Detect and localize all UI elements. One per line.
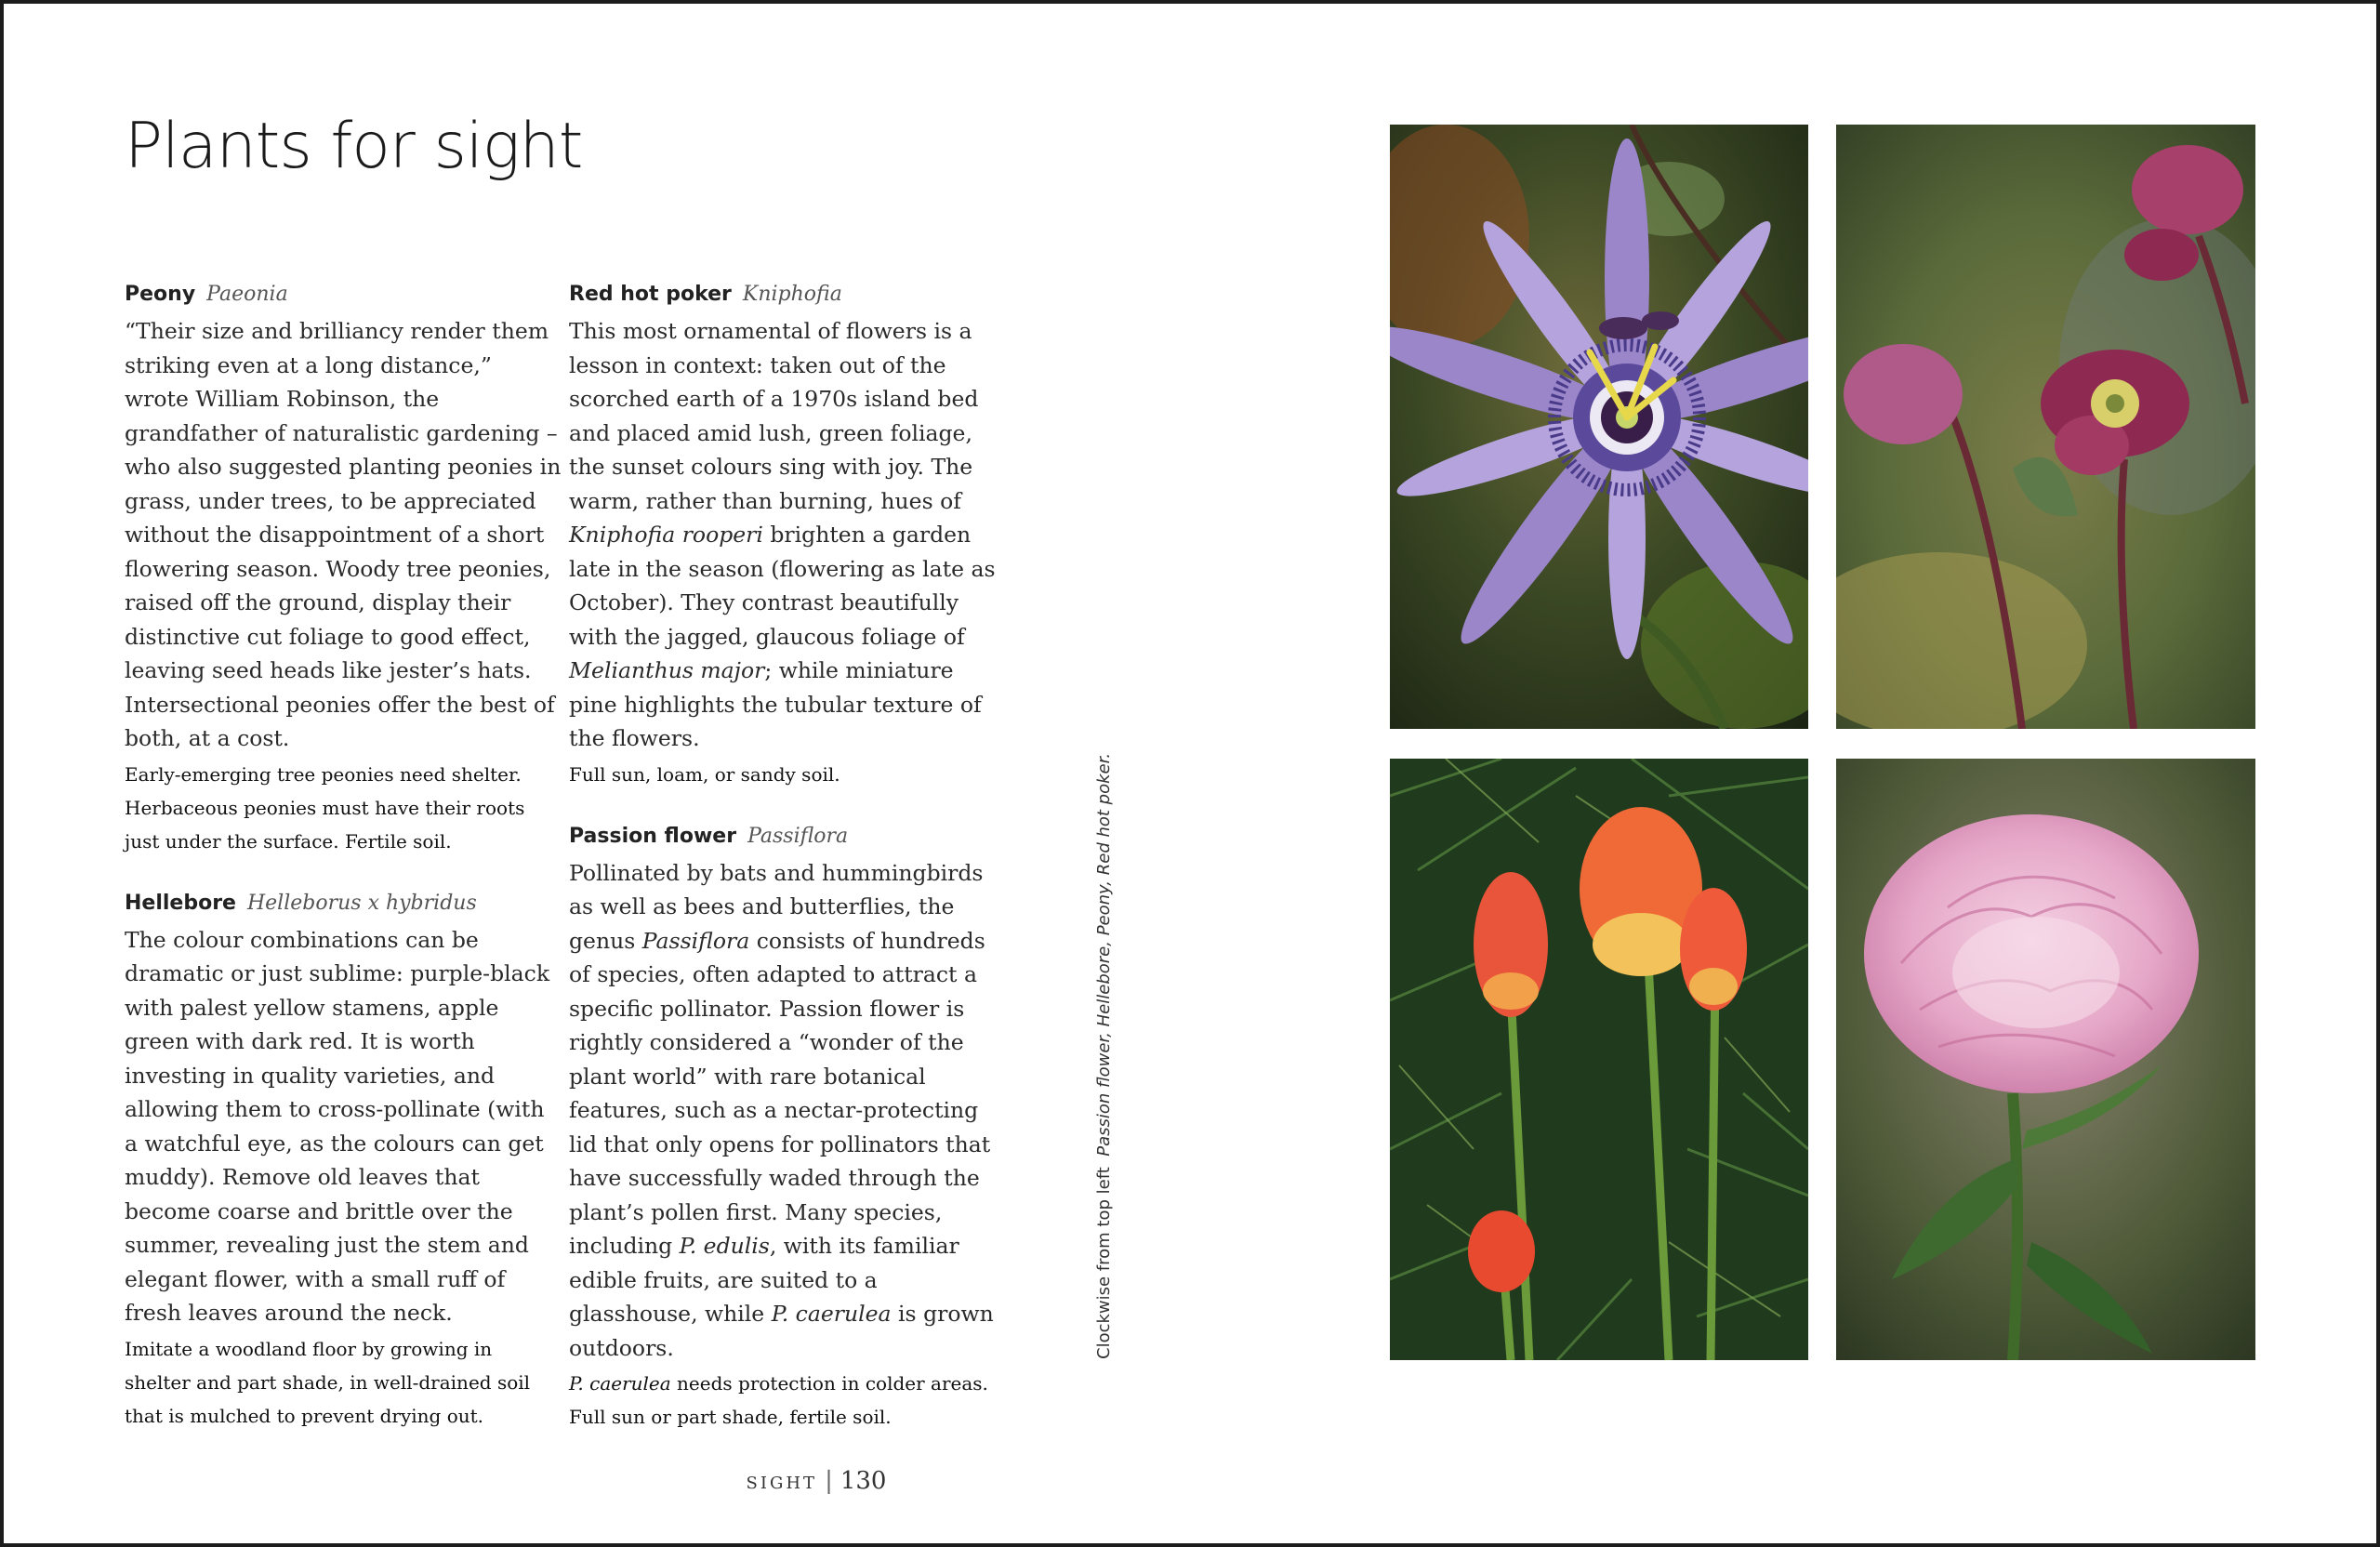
entry-body: The colour combinations can be dramatic or just sublime: purple-black with palest yellow stamens, apple green with dark red. It is worth investing in quality varieties, and allowing them to cross-pollinate (with a watchful eye, as the colours can get muddy). Remove old leaves that become coarse and brittle over the summer, revealing just the stem and elegant flower, with a small ruff of fresh leaves around the neck. — [125, 926, 550, 1326]
body-text: ; while miniature pine highlights the tubular texture of the flowers. — [569, 657, 982, 751]
body-italic: P. caerulea — [771, 1301, 892, 1327]
footer-separator: | — [825, 1467, 833, 1495]
caption-lead: Clockwise from top left — [1094, 1167, 1114, 1359]
entry-heading — [125, 888, 562, 919]
entry-heading — [125, 279, 562, 311]
body-italic: P. edulis — [679, 1233, 770, 1259]
page-number: 130 — [840, 1467, 887, 1495]
text-column-left — [125, 279, 562, 1462]
section-label: SIGHT — [746, 1474, 818, 1493]
passion-flower-photo — [1390, 125, 1808, 729]
latin-name: Passiflora — [747, 824, 849, 848]
body-italic: Passiflora — [641, 927, 750, 954]
text-column-right — [569, 279, 1006, 1463]
body-text: consists of hundreds of species, often adapted to attract a specific pollinator. Passion flower is rightly considered a “wonder of the plant world” with rare botanical features, such as a nectar-protecting lid that only opens for pollinators that have successfully waded through the plant’s pollen first. Many species, including — [569, 927, 991, 1259]
common-name: Peony — [125, 283, 196, 306]
common-name: Passion flower — [569, 824, 737, 848]
entry-red-hot-poker — [569, 279, 1006, 791]
latin-name: Kniphofia — [742, 283, 842, 306]
common-name: Red hot poker — [569, 283, 732, 306]
growing-note: Imitate a woodland floor by growing in shelter and part shade, in well-drained soil that is mulched to prevent drying out. — [125, 1337, 531, 1427]
body-text: , with its familiar edible fruits, are suited to a glasshouse, while — [569, 1233, 959, 1327]
photo-caption — [1094, 753, 1114, 1359]
common-name: Hellebore — [125, 891, 236, 915]
entry-body — [569, 314, 1006, 756]
latin-name: Helleborus x hybridus — [246, 891, 477, 915]
body-text: is grown outdoors. — [569, 1301, 994, 1361]
entry-body — [569, 856, 1006, 1366]
peony-photo — [1836, 759, 2255, 1360]
body-text: brighten a garden late in the season (flowering as late as October). They contrast beautifully with the jagged, glaucous foliage of — [569, 522, 996, 650]
body-italic: Melianthus major — [569, 657, 765, 683]
entry-body: “Their size and brilliancy render them striking even at a long distance,” wrote William Robinson, the grandfather of naturalistic gardening – who also suggested planting peonies in grass, under trees, to be appreciated without the disappointment of a short flowering season. Woody tree peonies, raised off the ground, display their distinctive cut foliage to good effect, leaving seed heads like jester’s hats. Intersectional peonies offer the best of both, at a cost. — [125, 318, 562, 751]
page-title: Plants for sight — [125, 110, 583, 183]
growing-note: Full sun, loam, or sandy soil. — [569, 762, 840, 786]
body-text: This most ornamental of flowers is a lesson in context: taken out of the scorched earth of a 1970s island bed and placed amid lush, green foliage, the sunset colours sing with joy. The warm, rather than burning, hues of — [569, 318, 979, 514]
body-italic: Kniphofia rooperi — [569, 522, 763, 548]
growing-note: Early-emerging tree peonies need shelter. Herbaceous peonies must have their roots just under the surface. Fertile soil. — [125, 762, 525, 853]
entry-hellebore — [125, 888, 562, 1433]
note-text: needs protection in colder areas. Full sun or part shade, fertile soil. — [569, 1372, 988, 1428]
page-footer — [0, 1467, 1633, 1495]
hellebore-photo — [1836, 125, 2255, 729]
growing-note — [569, 1367, 1006, 1434]
entry-passion-flower — [569, 821, 1006, 1435]
entry-heading — [569, 821, 1006, 853]
caption-names: Passion flower, Hellebore, Peony, Red hot poker. — [1094, 752, 1114, 1157]
entry-peony — [125, 279, 562, 858]
latin-name: Paeonia — [206, 283, 288, 306]
red-hot-poker-photo — [1390, 759, 1808, 1360]
note-italic: P. caerulea — [569, 1372, 671, 1395]
body-text: Pollinated by bats and hummingbirds as well as bees and butterflies, the genus — [569, 859, 984, 954]
entry-heading — [569, 279, 1006, 311]
